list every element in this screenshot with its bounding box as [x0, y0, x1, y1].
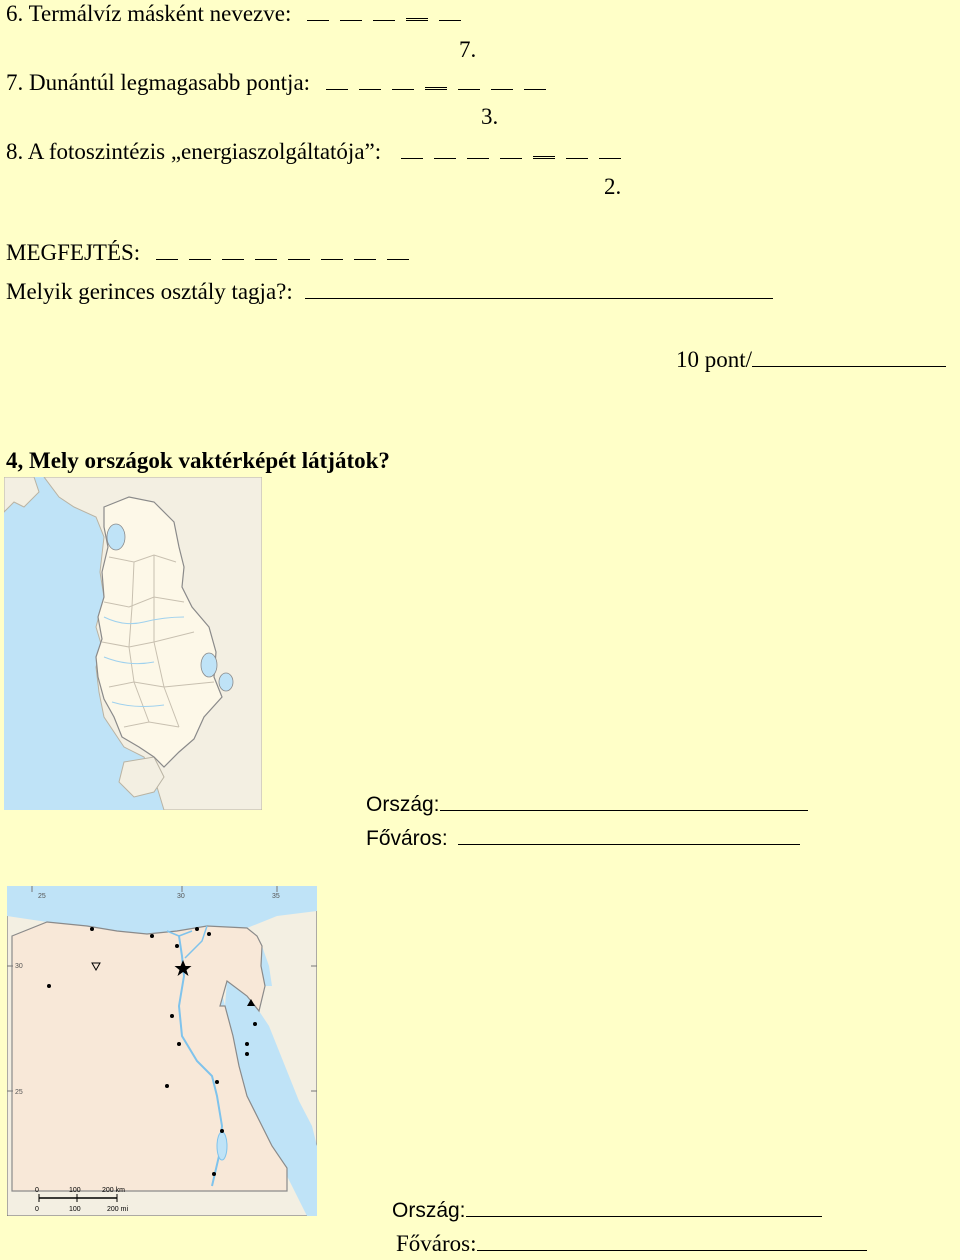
map-2-country-row: [392, 1196, 822, 1224]
solution-label: MEGFEJTÉS:: [6, 240, 141, 265]
question-8-label: 8. A fotoszintézis „energiaszolgáltatója”:: [6, 139, 382, 164]
class-question-label: Melyik gerinces osztály tagja?:: [6, 279, 293, 304]
answer-blanks-6[interactable]: [307, 0, 472, 27]
lon-tick-35: 35: [272, 893, 280, 900]
albania-blank-map: [4, 477, 262, 810]
question-7-letter-index: 3.: [481, 104, 499, 129]
map-1-country-answer-line[interactable]: [440, 790, 808, 811]
question-7: [6, 69, 557, 96]
map-2-country-label: Ország:: [392, 1199, 466, 1222]
map-1-capital-label: Főváros:: [366, 827, 448, 850]
map-2-capital-row: [396, 1230, 867, 1257]
map-1-country-row: [366, 790, 808, 818]
egypt-blank-map: [7, 886, 317, 1216]
scale-mi-0: 0: [35, 1206, 39, 1213]
lon-tick-25: 25: [38, 893, 46, 900]
scale-km-100: 100: [69, 1187, 81, 1194]
points-row: [676, 344, 946, 373]
solution-row: [6, 240, 420, 266]
map-2-capital-label: Főváros:: [396, 1231, 477, 1256]
class-question-row: [6, 276, 773, 305]
points-answer-line[interactable]: [752, 344, 946, 367]
task-4-title: 4, Mely országok vaktérképét látjátok?: [6, 448, 390, 473]
scale-km-200: 200 km: [102, 1187, 125, 1194]
question-6-label: 6. Termálvíz másként nevezve:: [6, 1, 292, 26]
question-8-letter-index: 2.: [604, 174, 622, 199]
question-7-label: 7. Dunántúl legmagasabb pontja:: [6, 70, 311, 95]
points-label: 10 pont/: [676, 347, 753, 372]
scale-mi-100: 100: [69, 1206, 81, 1213]
map-1-capital-row: [366, 824, 800, 852]
question-6-letter-index: 7.: [459, 37, 477, 62]
question-8: [6, 138, 632, 165]
class-answer-line[interactable]: [305, 276, 773, 299]
scale-km-0: 0: [35, 1187, 39, 1194]
map-1-capital-answer-line[interactable]: [458, 824, 800, 845]
lat-tick-30: 30: [15, 963, 23, 970]
question-6: [6, 0, 472, 27]
lon-tick-30: 30: [177, 893, 185, 900]
solution-blanks[interactable]: [156, 240, 420, 266]
lat-tick-25: 25: [15, 1089, 23, 1096]
answer-blanks-7[interactable]: [326, 69, 557, 96]
map-2-country-answer-line[interactable]: [466, 1196, 822, 1217]
map-1-country-label: Ország:: [366, 793, 440, 816]
map-2-capital-answer-line[interactable]: [477, 1230, 867, 1251]
answer-blanks-8[interactable]: [401, 138, 632, 165]
scale-mi-200: 200 mi: [107, 1206, 129, 1213]
